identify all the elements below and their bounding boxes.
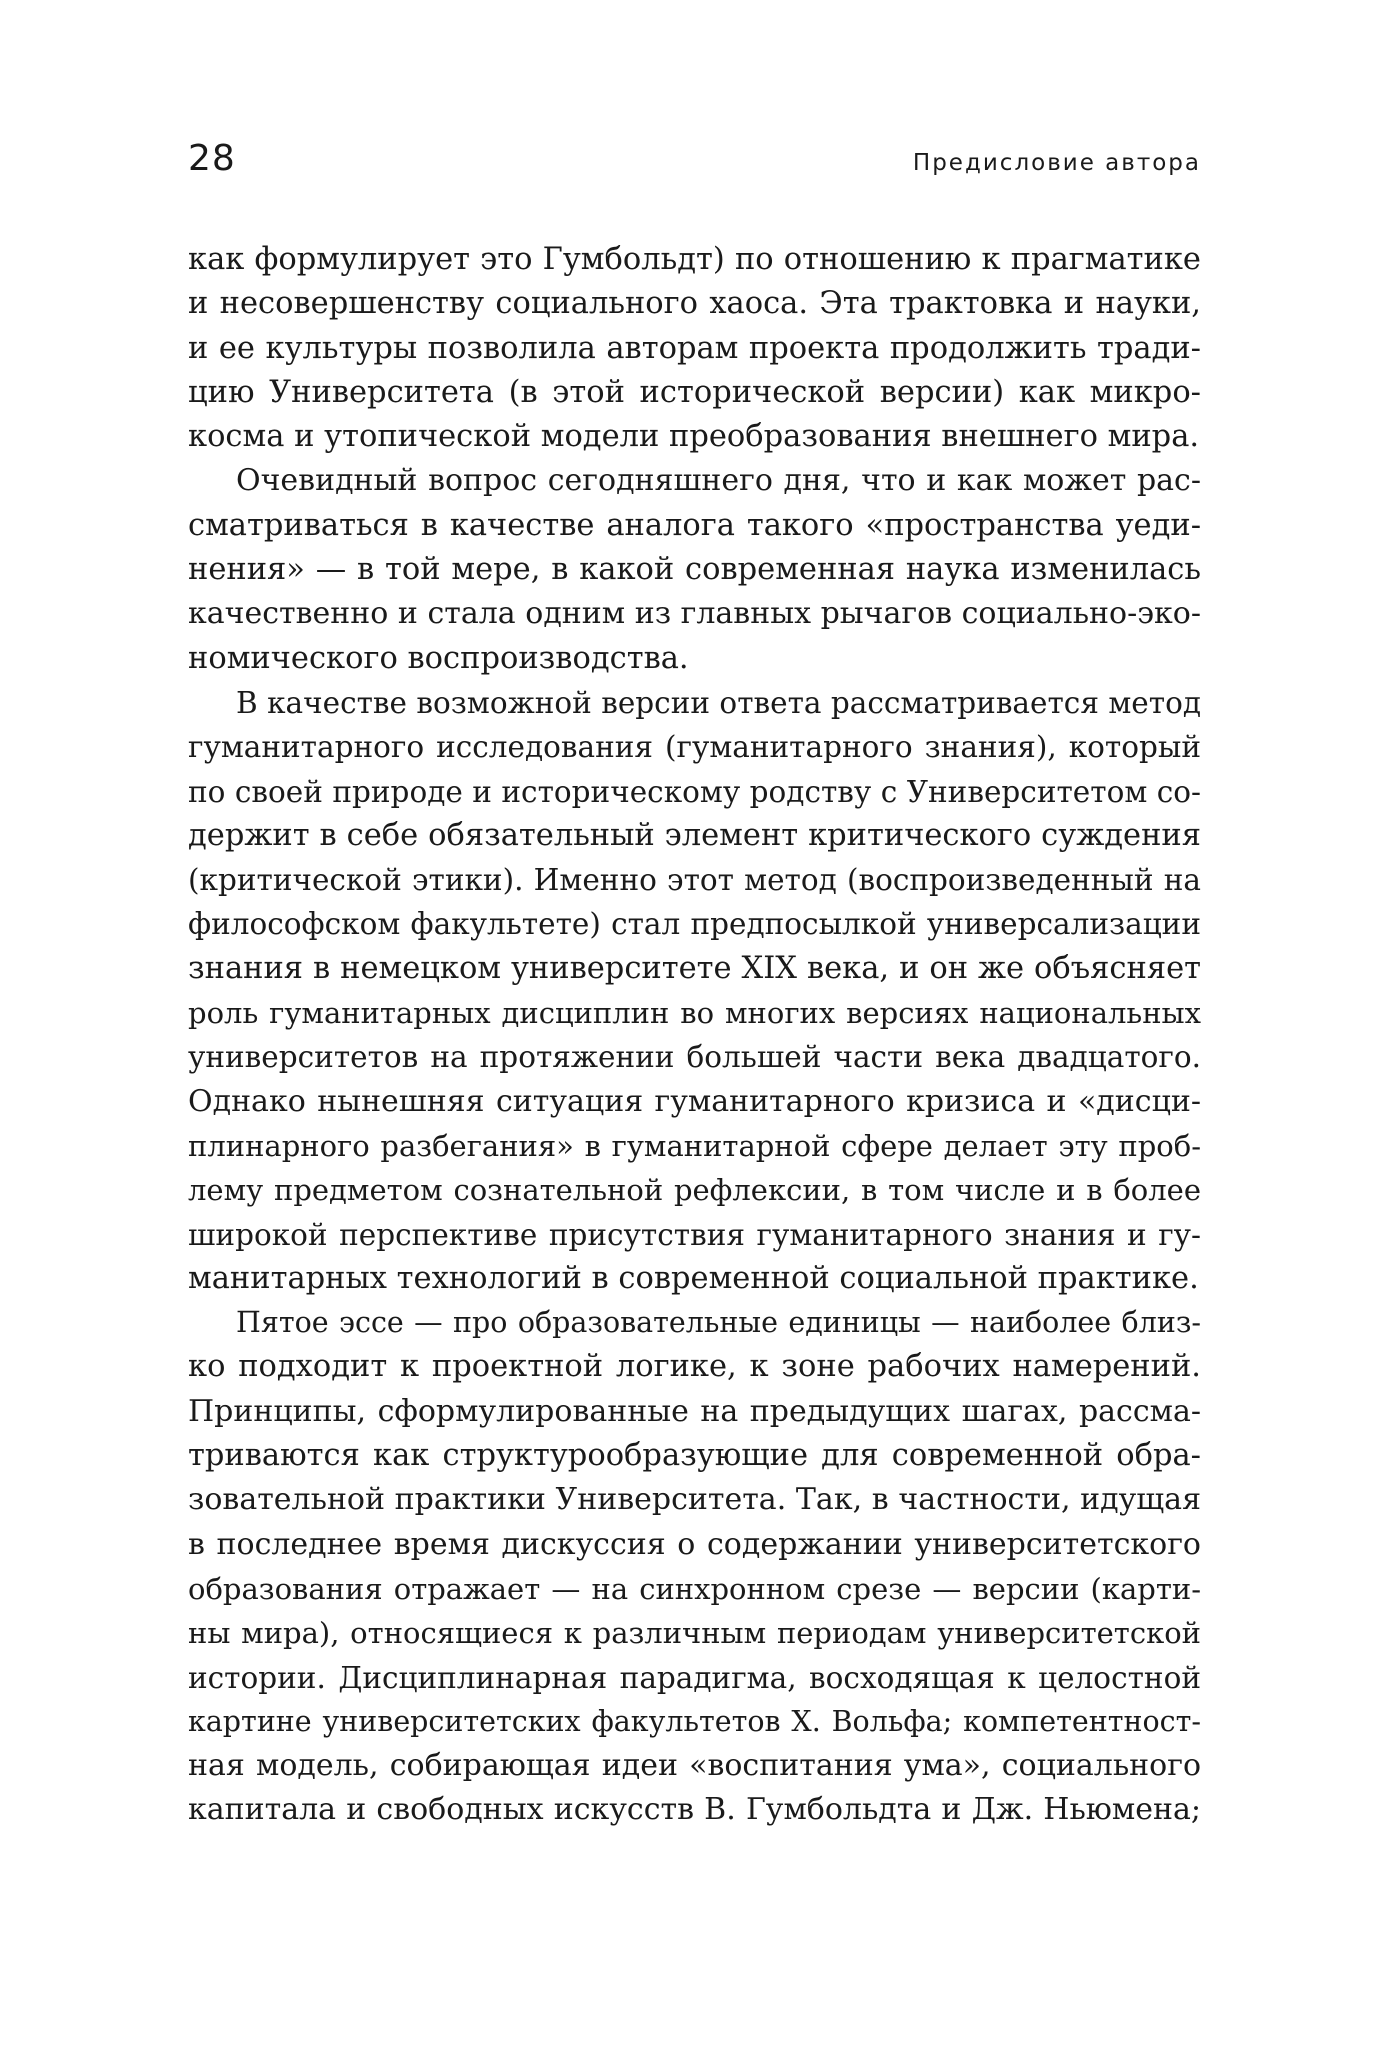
text-line: гуманитарного исследования (гуманитарного знания), который: [188, 730, 1201, 765]
text-line: картине университетских факультетов Х. Вольфа; компетентност-: [188, 1704, 1201, 1738]
text-line: цию Университета (в этой исторической версии) как микро-: [188, 374, 1201, 410]
text-line: качественно и стала одним из главных рычагов социально-эко-: [188, 596, 1201, 632]
text-line: плинарного разбегания» в гуманитарной сфере делает эту проб-: [188, 1128, 1201, 1163]
running-header-title: Предисловие автора: [912, 150, 1201, 176]
text-line: Очевидный вопрос сегодняшнего дня, что и как может рас-: [236, 463, 1201, 499]
text-line: и несовершенству социального хаоса. Эта трактовка и науки,: [188, 286, 1201, 322]
text-line: лему предметом сознательной рефлексии, в том числе и в более: [188, 1173, 1201, 1208]
text-line: Пятое эссе — про образовательные единицы — наиболее близ-: [236, 1306, 1201, 1340]
text-line: (критической этики). Именно этот метод (воспроизведенный на: [188, 863, 1201, 898]
text-line: ны мира), относящиеся к различным периодам университетской: [188, 1616, 1201, 1651]
text-line: как формулирует это Гумбольдт) по отношению к прагматике: [188, 242, 1201, 277]
text-line: манитарных технологий в современной социальной практике.: [188, 1260, 1199, 1296]
text-line: Однако нынешняя ситуация гуманитарного кризиса и «дисци-: [188, 1083, 1201, 1119]
page-number: 28: [188, 138, 236, 179]
text-line: философском факультете) стал предпосылкой универсализации: [188, 907, 1201, 942]
text-line: триваются как структурообразующие для современной обра-: [188, 1438, 1201, 1474]
text-line: В качестве возможной версии ответа рассматривается метод: [236, 685, 1201, 720]
text-line: Принципы, сформулированные на предыдущих шагах, рассма-: [188, 1393, 1201, 1429]
text-line: в последнее время дискуссия о содержании университетского: [188, 1526, 1201, 1562]
text-line: университетов на протяжении большей части века двадцатого.: [188, 1040, 1201, 1075]
text-line: роль гуманитарных дисциплин во многих версиях национальных: [188, 996, 1201, 1031]
text-line: образования отражает — на синхронном срезе — версии (карти-: [188, 1571, 1201, 1606]
text-line: знания в немецком университете XIX века, и он же объясняет: [188, 950, 1201, 986]
text-line: сматриваться в качестве аналога такого «пространства уеди-: [188, 507, 1201, 543]
text-line: по своей природе и историческому родству с Университетом со-: [188, 774, 1201, 809]
text-line: держит в себе обязательный элемент критического суждения: [188, 817, 1201, 853]
text-line: широкой перспективе присутствия гуманитарного знания и гу-: [188, 1217, 1201, 1252]
text-line: нения» — в той мере, в какой современная наука изменилась: [188, 552, 1201, 588]
text-line: зовательной практики Университета. Так, в частности, идущая: [188, 1482, 1201, 1518]
text-line: капитала и свободных искусств В. Гумбольдта и Дж. Ньюмена;: [188, 1792, 1201, 1828]
text-line: ко подходит к проектной логике, к зоне рабочих намерений.: [188, 1349, 1201, 1385]
text-line: ная модель, собирающая идеи «воспитания ума», социального: [188, 1748, 1201, 1784]
text-line: номического воспроизводства.: [188, 640, 689, 676]
text-line: истории. Дисциплинарная парадигма, восходящая к целостной: [188, 1660, 1201, 1695]
body-text: [188, 238, 1201, 1833]
text-line: и ее культуры позволила авторам проекта продолжить тради-: [188, 330, 1201, 366]
text-line: косма и утопической модели преобразования внешнего мира.: [188, 419, 1200, 455]
